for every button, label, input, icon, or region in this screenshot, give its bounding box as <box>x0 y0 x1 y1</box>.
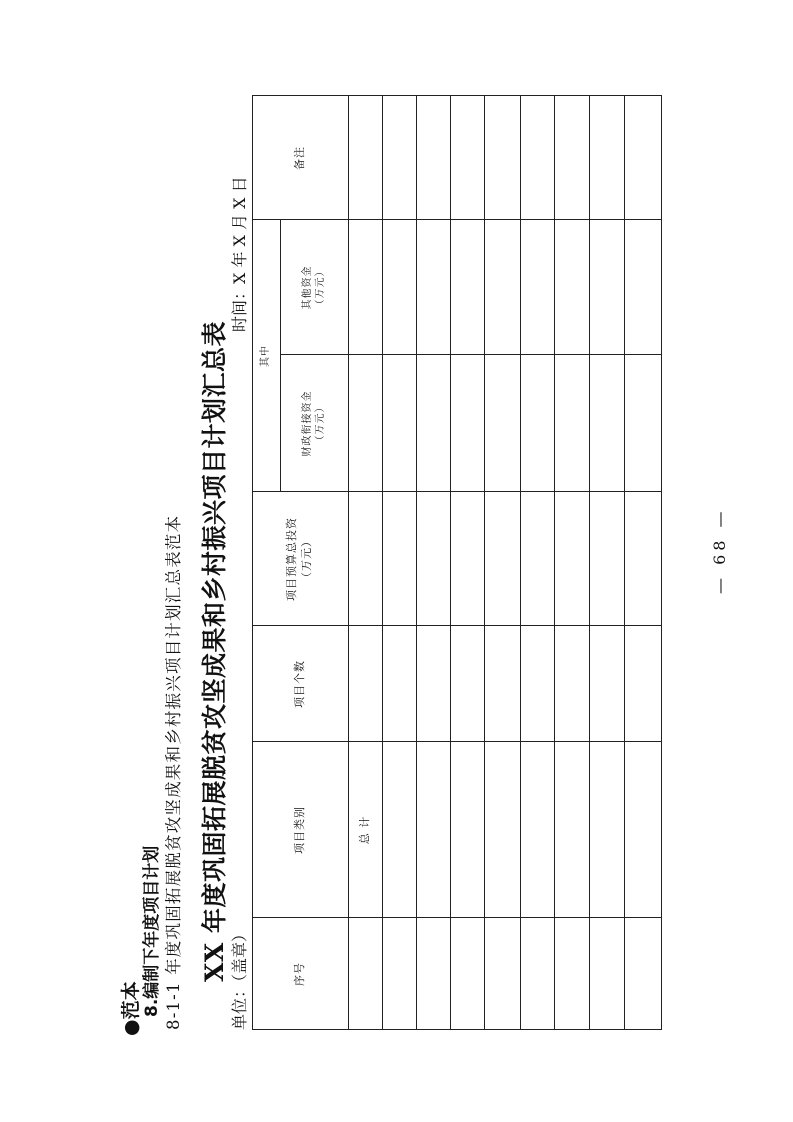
summary-table <box>252 95 662 1030</box>
header-fiscal-line1: 财政衔接资金 <box>301 390 313 457</box>
row-line <box>554 95 555 1030</box>
header-budget <box>252 492 348 626</box>
header-budget-unit: （万元） <box>300 535 313 583</box>
header-fiscal-unit: （万元） <box>315 401 326 446</box>
table-border-bottom <box>661 95 662 1030</box>
unit-label: 单位：（盖章） <box>230 925 249 1030</box>
row-line <box>484 95 485 1030</box>
table-subtitle: 8-1-1 年度巩固拓展脱贫攻坚成果和乡村振兴项目计划汇总表范本 <box>164 514 183 1030</box>
row-line <box>382 95 383 1030</box>
total-label: 总 计 <box>357 815 371 845</box>
row-line <box>624 95 625 1030</box>
row-line <box>520 95 521 1030</box>
header-fiscal-funds <box>280 355 348 492</box>
header-other-funds <box>280 220 348 355</box>
sample-badge: ●范本 <box>120 981 142 1036</box>
page-number: — 68 — <box>710 507 729 594</box>
document-title: XX 年度巩固拓展脱贫攻坚成果和乡村振兴项目计划汇总表 <box>200 321 229 982</box>
header-seq: 序号 <box>292 962 306 986</box>
section-heading: 8.编制下年度项目计划 <box>142 845 162 1017</box>
header-category: 项目类别 <box>292 806 306 854</box>
row-line <box>450 95 451 1030</box>
header-group-of-which: 其中 <box>260 345 272 367</box>
header-count: 项目个数 <box>292 660 306 708</box>
header-other-unit: （万元） <box>315 265 326 310</box>
row-line <box>589 95 590 1030</box>
header-remark: 备注 <box>292 146 306 170</box>
row-line <box>416 95 417 1030</box>
time-label: 时间：X 年 X 月 X 日 <box>230 176 249 332</box>
header-budget-line1: 项目预算总投资 <box>285 517 299 601</box>
header-other-line1: 其他资金 <box>301 265 313 310</box>
